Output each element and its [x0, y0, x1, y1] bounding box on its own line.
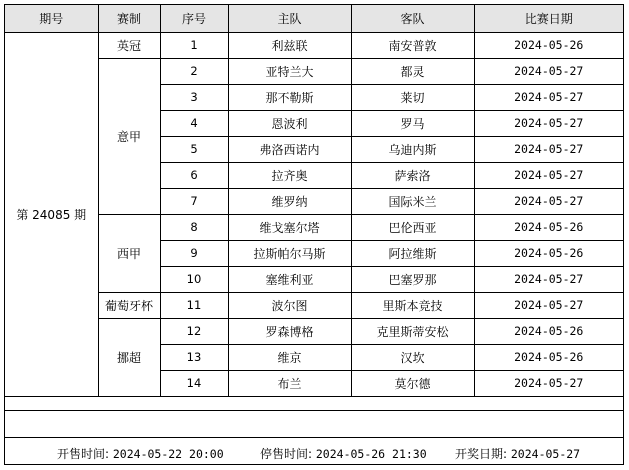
home-team-cell: 拉齐奥	[228, 162, 351, 188]
match-date-cell: 2024-05-26	[474, 318, 623, 344]
draw-value: 2024-05-27	[510, 447, 581, 461]
away-team-cell: 阿拉维斯	[351, 240, 474, 266]
header-league: 赛制	[98, 5, 160, 32]
match-date-cell: 2024-05-27	[474, 266, 623, 292]
match-date-cell: 2024-05-27	[474, 84, 623, 110]
sale-info-footer	[5, 437, 623, 464]
league-cell-laliga: 西甲	[98, 214, 160, 292]
league-cell-norway: 挪超	[98, 318, 160, 396]
sale-open-value: 2024-05-22 20:00	[112, 447, 224, 461]
match-date-cell: 2024-05-26	[474, 214, 623, 240]
match-date-cell: 2024-05-26	[474, 344, 623, 370]
match-table	[5, 5, 623, 397]
away-team-cell: 国际米兰	[351, 188, 474, 214]
match-date-cell: 2024-05-27	[474, 136, 623, 162]
home-team-cell: 亚特兰大	[228, 58, 351, 84]
home-team-cell: 利兹联	[228, 32, 351, 58]
seq-cell: 11	[160, 292, 228, 318]
home-team-cell: 波尔图	[228, 292, 351, 318]
seq-cell: 8	[160, 214, 228, 240]
seq-cell: 14	[160, 370, 228, 396]
home-team-cell: 维戈塞尔塔	[228, 214, 351, 240]
home-team-cell: 罗森博格	[228, 318, 351, 344]
header-issue: 期号	[5, 5, 98, 32]
league-cell-seriea: 意甲	[98, 58, 160, 214]
away-team-cell: 罗马	[351, 110, 474, 136]
away-team-cell: 汉坎	[351, 344, 474, 370]
away-team-cell: 乌迪内斯	[351, 136, 474, 162]
sale-close-value: 2024-05-26 21:30	[315, 447, 427, 461]
seq-cell: 3	[160, 84, 228, 110]
match-date-cell: 2024-05-27	[474, 162, 623, 188]
table-row	[5, 214, 623, 240]
table-row	[5, 32, 623, 58]
home-team-cell: 恩波利	[228, 110, 351, 136]
seq-cell: 4	[160, 110, 228, 136]
league-cell-epl: 英冠	[98, 32, 160, 58]
match-date-cell: 2024-05-27	[474, 110, 623, 136]
table-row	[5, 292, 623, 318]
lottery-schedule-frame	[4, 4, 624, 465]
seq-cell: 2	[160, 58, 228, 84]
blank-row	[5, 410, 623, 437]
home-team-cell: 拉斯帕尔马斯	[228, 240, 351, 266]
home-team-cell: 塞维利亚	[228, 266, 351, 292]
sale-open-label: 开售时间:	[57, 447, 110, 461]
sale-close-time	[260, 445, 427, 462]
header-date: 比赛日期	[474, 5, 623, 32]
sale-close-label: 停售时间:	[260, 447, 313, 461]
away-team-cell: 南安普敦	[351, 32, 474, 58]
seq-cell: 6	[160, 162, 228, 188]
match-date-cell: 2024-05-27	[474, 58, 623, 84]
home-team-cell: 弗洛西诺内	[228, 136, 351, 162]
seq-cell: 10	[160, 266, 228, 292]
away-team-cell: 萨索洛	[351, 162, 474, 188]
home-team-cell: 维罗纳	[228, 188, 351, 214]
match-date-cell: 2024-05-27	[474, 292, 623, 318]
header-away: 客队	[351, 5, 474, 32]
away-team-cell: 里斯本竞技	[351, 292, 474, 318]
seq-cell: 12	[160, 318, 228, 344]
home-team-cell: 那不勒斯	[228, 84, 351, 110]
seq-cell: 9	[160, 240, 228, 266]
table-row	[5, 58, 623, 84]
away-team-cell: 都灵	[351, 58, 474, 84]
match-date-cell: 2024-05-27	[474, 188, 623, 214]
header-seq: 序号	[160, 5, 228, 32]
away-team-cell: 巴伦西亚	[351, 214, 474, 240]
match-date-cell: 2024-05-26	[474, 240, 623, 266]
sale-open-time	[57, 445, 224, 462]
seq-cell: 1	[160, 32, 228, 58]
header-row	[5, 5, 623, 32]
home-team-cell: 布兰	[228, 370, 351, 396]
issue-cell: 第 24085 期	[5, 32, 98, 396]
home-team-cell: 维京	[228, 344, 351, 370]
table-row	[5, 318, 623, 344]
header-home: 主队	[228, 5, 351, 32]
league-cell-portugal: 葡萄牙杯	[98, 292, 160, 318]
away-team-cell: 莫尔德	[351, 370, 474, 396]
seq-cell: 5	[160, 136, 228, 162]
seq-cell: 13	[160, 344, 228, 370]
match-date-cell: 2024-05-26	[474, 32, 623, 58]
away-team-cell: 莱切	[351, 84, 474, 110]
away-team-cell: 巴塞罗那	[351, 266, 474, 292]
draw-label: 开奖日期:	[455, 447, 508, 461]
match-date-cell: 2024-05-27	[474, 370, 623, 396]
draw-date	[455, 445, 580, 462]
away-team-cell: 克里斯蒂安松	[351, 318, 474, 344]
seq-cell: 7	[160, 188, 228, 214]
